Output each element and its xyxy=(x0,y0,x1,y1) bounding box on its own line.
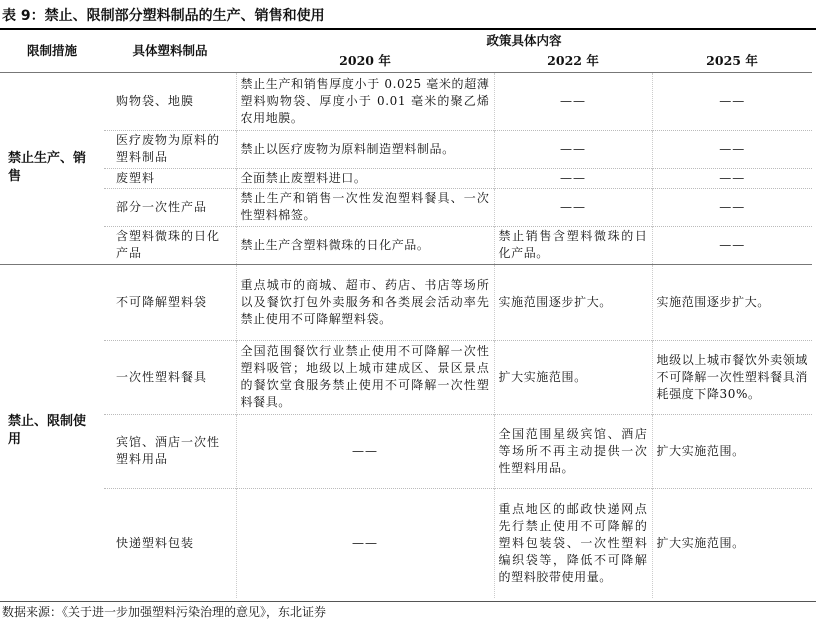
policy-2020-cell: 全面禁止废塑料进口。 xyxy=(236,168,494,188)
policy-2022-cell: 实施范围逐步扩大。 xyxy=(494,264,652,340)
policy-2025-cell: —— xyxy=(652,168,812,188)
policy-2020-cell: 禁止以医疗废物为原料制造塑料制品。 xyxy=(236,130,494,168)
product-cell: 不可降解塑料袋 xyxy=(104,264,236,340)
product-cell: 购物袋、地膜 xyxy=(104,72,236,130)
policy-2025-cell: 扩大实施范围。 xyxy=(652,414,812,488)
header-2025: 2025 年 xyxy=(706,53,758,69)
policy-2020-cell: 禁止生产含塑料微珠的日化产品。 xyxy=(236,226,494,264)
policy-2025-cell: —— xyxy=(652,72,812,130)
policy-table xyxy=(0,30,812,598)
policy-2022-cell: —— xyxy=(494,168,652,188)
product-cell: 快递塑料包装 xyxy=(104,488,236,598)
policy-2025-cell: —— xyxy=(652,188,812,226)
source-note: 数据来源：《关于进一步加强塑料污染治理的意见》，东北证券 xyxy=(2,605,327,619)
policy-2025-cell: 扩大实施范围。 xyxy=(652,488,812,598)
header-measure: 限制措施 xyxy=(26,43,77,59)
policy-2025-cell: 地级以上城市餐饮外卖领域不可降解一次性塑料餐具消耗强度下降30%。 xyxy=(652,340,812,414)
policy-2020-cell: —— xyxy=(236,488,494,598)
policy-2025-cell: 实施范围逐步扩大。 xyxy=(652,264,812,340)
policy-2022-cell: 扩大实施范围。 xyxy=(494,340,652,414)
policy-2025-cell: —— xyxy=(652,130,812,168)
header-content: 政策具体内容 xyxy=(486,32,562,48)
product-cell: 含塑料微珠的日化产品 xyxy=(104,226,236,264)
product-cell: 宾馆、酒店一次性塑料用品 xyxy=(104,414,236,488)
header-product: 具体塑料制品 xyxy=(132,43,208,59)
measure-ban-restrict-use: 禁止、限制使用 xyxy=(0,264,104,598)
policy-2020-cell: 禁止生产和销售一次性发泡塑料餐具、一次性塑料棉签。 xyxy=(236,188,494,226)
bottom-rule xyxy=(0,601,816,602)
policy-2025-cell: —— xyxy=(652,226,812,264)
policy-2022-cell: 全国范围星级宾馆、酒店等场所不再主动提供一次性塑料用品。 xyxy=(494,414,652,488)
policy-2022-cell: —— xyxy=(494,188,652,226)
policy-2020-cell: —— xyxy=(236,414,494,488)
policy-2020-cell: 重点城市的商城、超市、药店、书店等场所以及餐饮打包外卖服务和各类展会活动率先禁止使用不可降解塑料袋。 xyxy=(236,264,494,340)
header-2022: 2022 年 xyxy=(547,53,599,69)
measure-ban-production-sale: 禁止生产、销售 xyxy=(0,72,104,264)
product-cell: 废塑料 xyxy=(104,168,236,188)
header-2020: 2020 年 xyxy=(339,53,391,69)
product-cell: 部分一次性产品 xyxy=(104,188,236,226)
policy-2022-cell: —— xyxy=(494,130,652,168)
product-cell: 一次性塑料餐具 xyxy=(104,340,236,414)
policy-2022-cell: —— xyxy=(494,72,652,130)
policy-2020-cell: 全国范围餐饮行业禁止使用不可降解一次性塑料吸管；地级以上城市建成区、景区景点的餐饮堂食服务禁止使用不可降解一次性塑料餐具。 xyxy=(236,340,494,414)
policy-2022-cell: 重点地区的邮政快递网点先行禁止使用不可降解的塑料包装袋、一次性塑料编织袋等，降低不可降解的塑料胶带使用量。 xyxy=(494,488,652,598)
policy-2022-cell: 禁止销售含塑料微珠的日化产品。 xyxy=(494,226,652,264)
product-cell: 医疗废物为原料的塑料制品 xyxy=(104,130,236,168)
table-caption: 表 9：禁止、限制部分塑料制品的生产、销售和使用 xyxy=(2,8,325,24)
policy-2020-cell: 禁止生产和销售厚度小于 0.025 毫米的超薄塑料购物袋、厚度小于 0.01 毫米的聚乙烯农用地膜。 xyxy=(236,72,494,130)
